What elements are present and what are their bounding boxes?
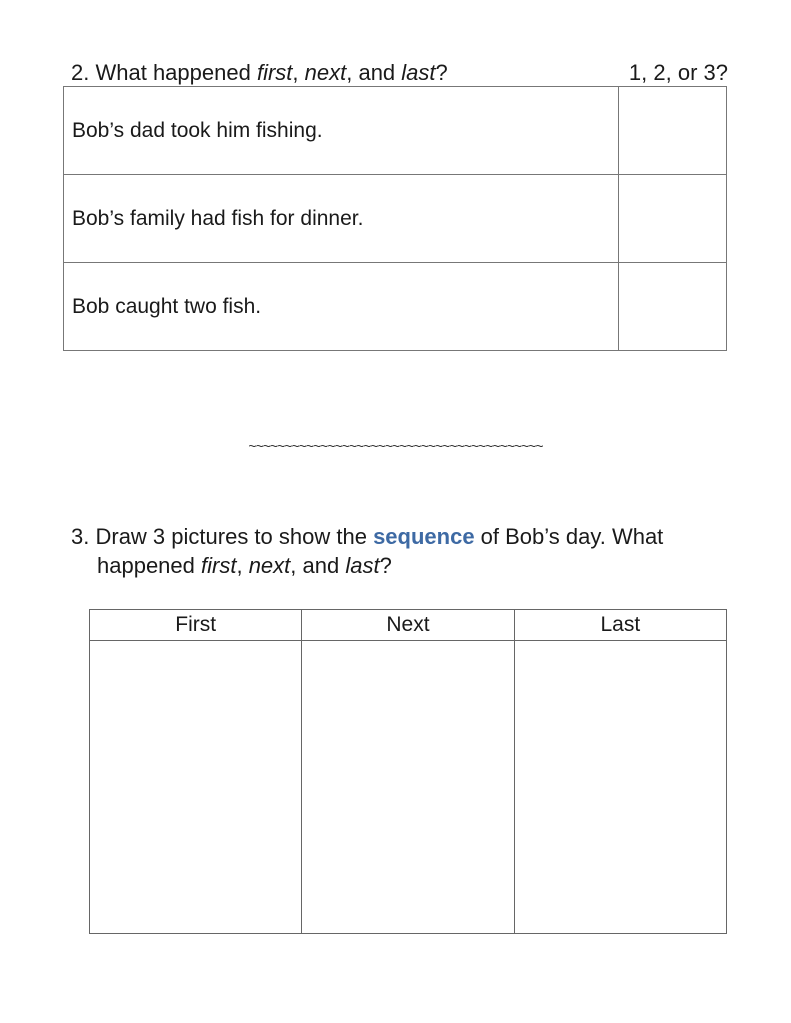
- answer-box[interactable]: [619, 87, 727, 175]
- drawing-table: [89, 609, 727, 934]
- drawing-row: [90, 641, 727, 934]
- table-row: [64, 175, 727, 263]
- event-text: Bob’s dad took him fishing.: [64, 87, 619, 175]
- table-row: [64, 263, 727, 351]
- drawing-box-first[interactable]: [90, 641, 302, 934]
- drawing-box-next[interactable]: [302, 641, 514, 934]
- question-2-heading: 2. What happened first, next, and last?: [71, 60, 448, 85]
- sequence-keyword: sequence: [373, 524, 475, 549]
- column-header-first: First: [90, 610, 302, 641]
- sequence-ordering-table: [63, 86, 727, 351]
- column-header-last: Last: [514, 610, 726, 641]
- question-3-prompt: 3. Draw 3 pictures to show the sequence of Bob’s day. What happened first, next, and last?: [71, 524, 664, 578]
- table-row: [64, 87, 727, 175]
- drawing-header-row: [90, 610, 727, 641]
- event-text: Bob’s family had fish for dinner.: [64, 175, 619, 263]
- drawing-box-last[interactable]: [514, 641, 726, 934]
- answer-box[interactable]: [619, 175, 727, 263]
- column-header-next: Next: [302, 610, 514, 641]
- answer-column-heading: 1, 2, or 3?: [628, 60, 728, 85]
- answer-box[interactable]: [619, 263, 727, 351]
- event-text: Bob caught two fish.: [64, 263, 619, 351]
- section-divider: ~~~~~~~~~~~~~~~~~~~~~~~~~~~~~~~~~~~~~~~~~: [248, 438, 543, 454]
